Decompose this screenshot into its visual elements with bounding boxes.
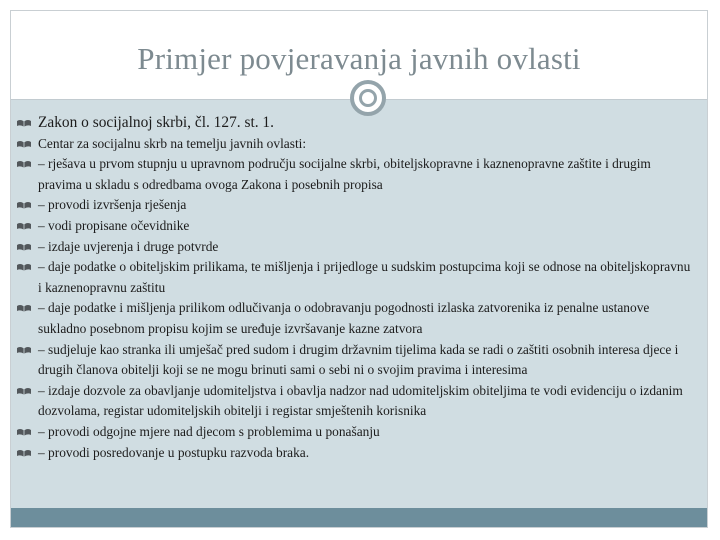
list-item: [14, 422, 694, 443]
list-item: [14, 134, 694, 155]
ring-ornament-icon: [350, 80, 386, 116]
open-book-icon: [16, 201, 32, 209]
list-item: [14, 113, 694, 134]
list-item: [14, 257, 694, 298]
bullet-text: – provodi posredovanje u postupku razvoda braka.: [38, 444, 310, 460]
open-book-icon: [16, 119, 32, 127]
bullet-text: Centar za socijalnu skrb na temelju javnih ovlasti:: [38, 135, 307, 151]
ring-inner: [359, 89, 377, 107]
open-book-icon: [16, 304, 32, 312]
bullet-text: – sudjeluje kao stranka ili umješač pred sudom i drugim državnim tijelima kada se radi o zaštiti osobnih interesa djece i drugih članova obitelji koji se ne mogu brinuti sami o sebi ni o svojim pravima i interesima: [38, 341, 679, 378]
open-book-icon: [16, 160, 32, 168]
slide-title: Primjer povjeravanja javnih ovlasti: [137, 41, 581, 76]
bullet-text: – izdaje uvjerenja i druge potvrde: [38, 238, 219, 254]
bullet-text: – vodi propisane očevidnike: [38, 217, 190, 233]
list-item: [14, 443, 694, 464]
open-book-icon: [16, 222, 32, 230]
list-item: [14, 237, 694, 258]
list-item: [14, 298, 694, 339]
bottom-bar: [11, 508, 707, 527]
bullet-list: [14, 113, 694, 463]
bullet-text: – izdaje dozvole za obavljanje udomiteljstva i obavlja nadzor nad udomiteljskim obiteljima te vodi evidenciju o izdanim dozvolama, registar udomiteljskih obitelji i registar smještenih korisnika: [38, 382, 683, 419]
bullet-text: – daje podatke o obiteljskim prilikama, te mišljenja i prijedloge u sudskim postupcima koji se odnose na obiteljskopravnu i kaznenopravnu zaštitu: [38, 259, 691, 295]
bullet-text: – provodi izvršenja rješenja: [38, 197, 187, 213]
open-book-icon: [16, 140, 32, 148]
bullet-text: – daje podatke i mišljenja prilikom odlučivanja o odobravanju pogodnosti izlaska zatvorenika iz penalne ustanove sukladno posebnom propisu kojim se uređuje izvršavanje kazne zatvora: [38, 300, 650, 336]
open-book-icon: [16, 428, 32, 436]
open-book-icon: [16, 263, 32, 271]
list-item: [14, 216, 694, 237]
list-item: [14, 195, 694, 216]
bullet-text: – rješava u prvom stupnju u upravnom području socijalne skrbi, obiteljskopravne i kaznenopravne zaštite i drugim pravima u skladu s odredbama ovoga Zakona i posebnih propisa: [38, 156, 651, 192]
list-item: [14, 340, 694, 381]
list-item: [14, 381, 694, 422]
open-book-icon: [16, 346, 32, 354]
open-book-icon: [16, 243, 32, 251]
open-book-icon: [16, 449, 32, 457]
bullet-text: – provodi odgojne mjere nad djecom s problemima u ponašanju: [38, 423, 380, 439]
bullet-text: Zakon o socijalnoj skrbi, čl. 127. st. 1.: [38, 114, 274, 131]
open-book-icon: [16, 387, 32, 395]
list-item: [14, 154, 694, 195]
